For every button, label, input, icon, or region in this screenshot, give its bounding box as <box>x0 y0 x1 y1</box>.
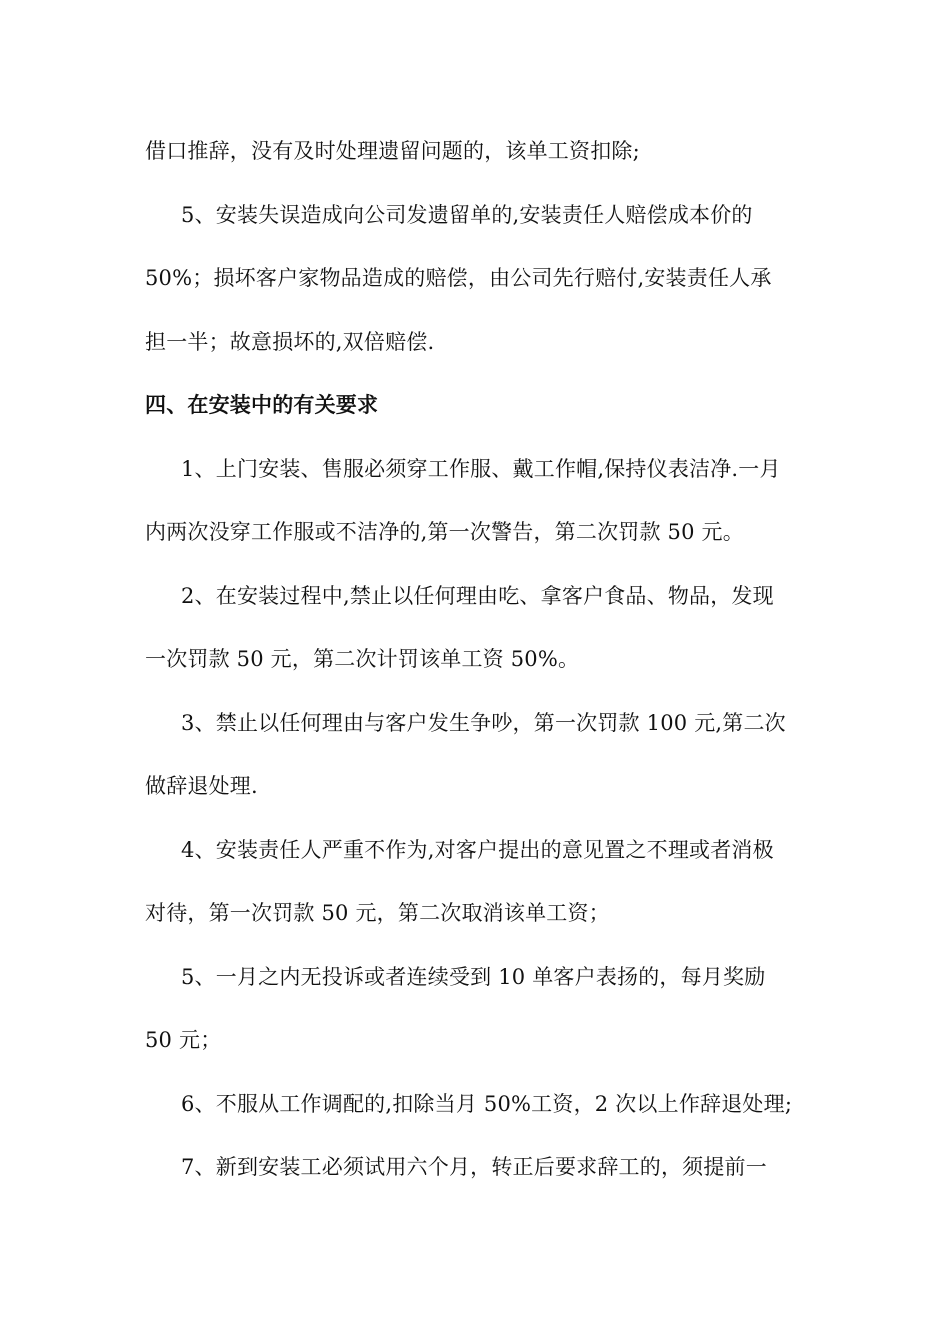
document-body <box>145 124 810 1204</box>
requirement-3-line-2: 做辞退处理. <box>145 774 258 798</box>
requirement-1-line-2: 内两次没穿工作服或不洁净的,第一次警告，第二次罚款 50 元。 <box>145 520 744 544</box>
clause-5-line-2: 50%；损坏客户家物品造成的赔偿，由公司先行赔付,安装责任人承 <box>145 266 772 290</box>
requirement-5-line-1: 5、一月之内无投诉或者连续受到 10 单客户表扬的，每月奖励 <box>181 964 766 989</box>
requirement-2-line-1: 2、在安装过程中,禁止以任何理由吃、拿客户食品、物品，发现 <box>181 583 774 608</box>
requirement-3-line-1: 3、禁止以任何理由与客户发生争吵，第一次罚款 100 元,第二次 <box>181 710 786 735</box>
clause-5-line-1: 5、安装失误造成向公司发遗留单的,安装责任人赔偿成本价的 <box>181 202 753 227</box>
requirement-2-line-2: 一次罚款 50 元，第二次计罚该单工资 50%。 <box>145 647 580 671</box>
section-heading: 四、在安装中的有关要求 <box>145 393 379 417</box>
text-line: 借口推辞，没有及时处理遗留问题的，该单工资扣除; <box>145 139 640 163</box>
requirement-1-line-1: 1、上门安装、售服必须穿工作服、戴工作帽,保持仪表洁净.一月 <box>181 456 781 481</box>
clause-5-line-3: 担一半；故意损坏的,双倍赔偿. <box>145 329 435 354</box>
requirement-6-line-1: 6、不服从工作调配的,扣除当月 50%工资，2 次以上作辞退处理; <box>181 1091 793 1116</box>
requirement-5-line-2: 50 元； <box>145 1028 222 1052</box>
requirement-7-line-1: 7、新到安装工必须试用六个月，转正后要求辞工的，须提前一 <box>181 1155 767 1179</box>
requirement-4-line-1: 4、安装责任人严重不作为,对客户提出的意见置之不理或者消极 <box>181 837 774 862</box>
requirement-4-line-2: 对待，第一次罚款 50 元，第二次取消该单工资； <box>145 901 610 925</box>
